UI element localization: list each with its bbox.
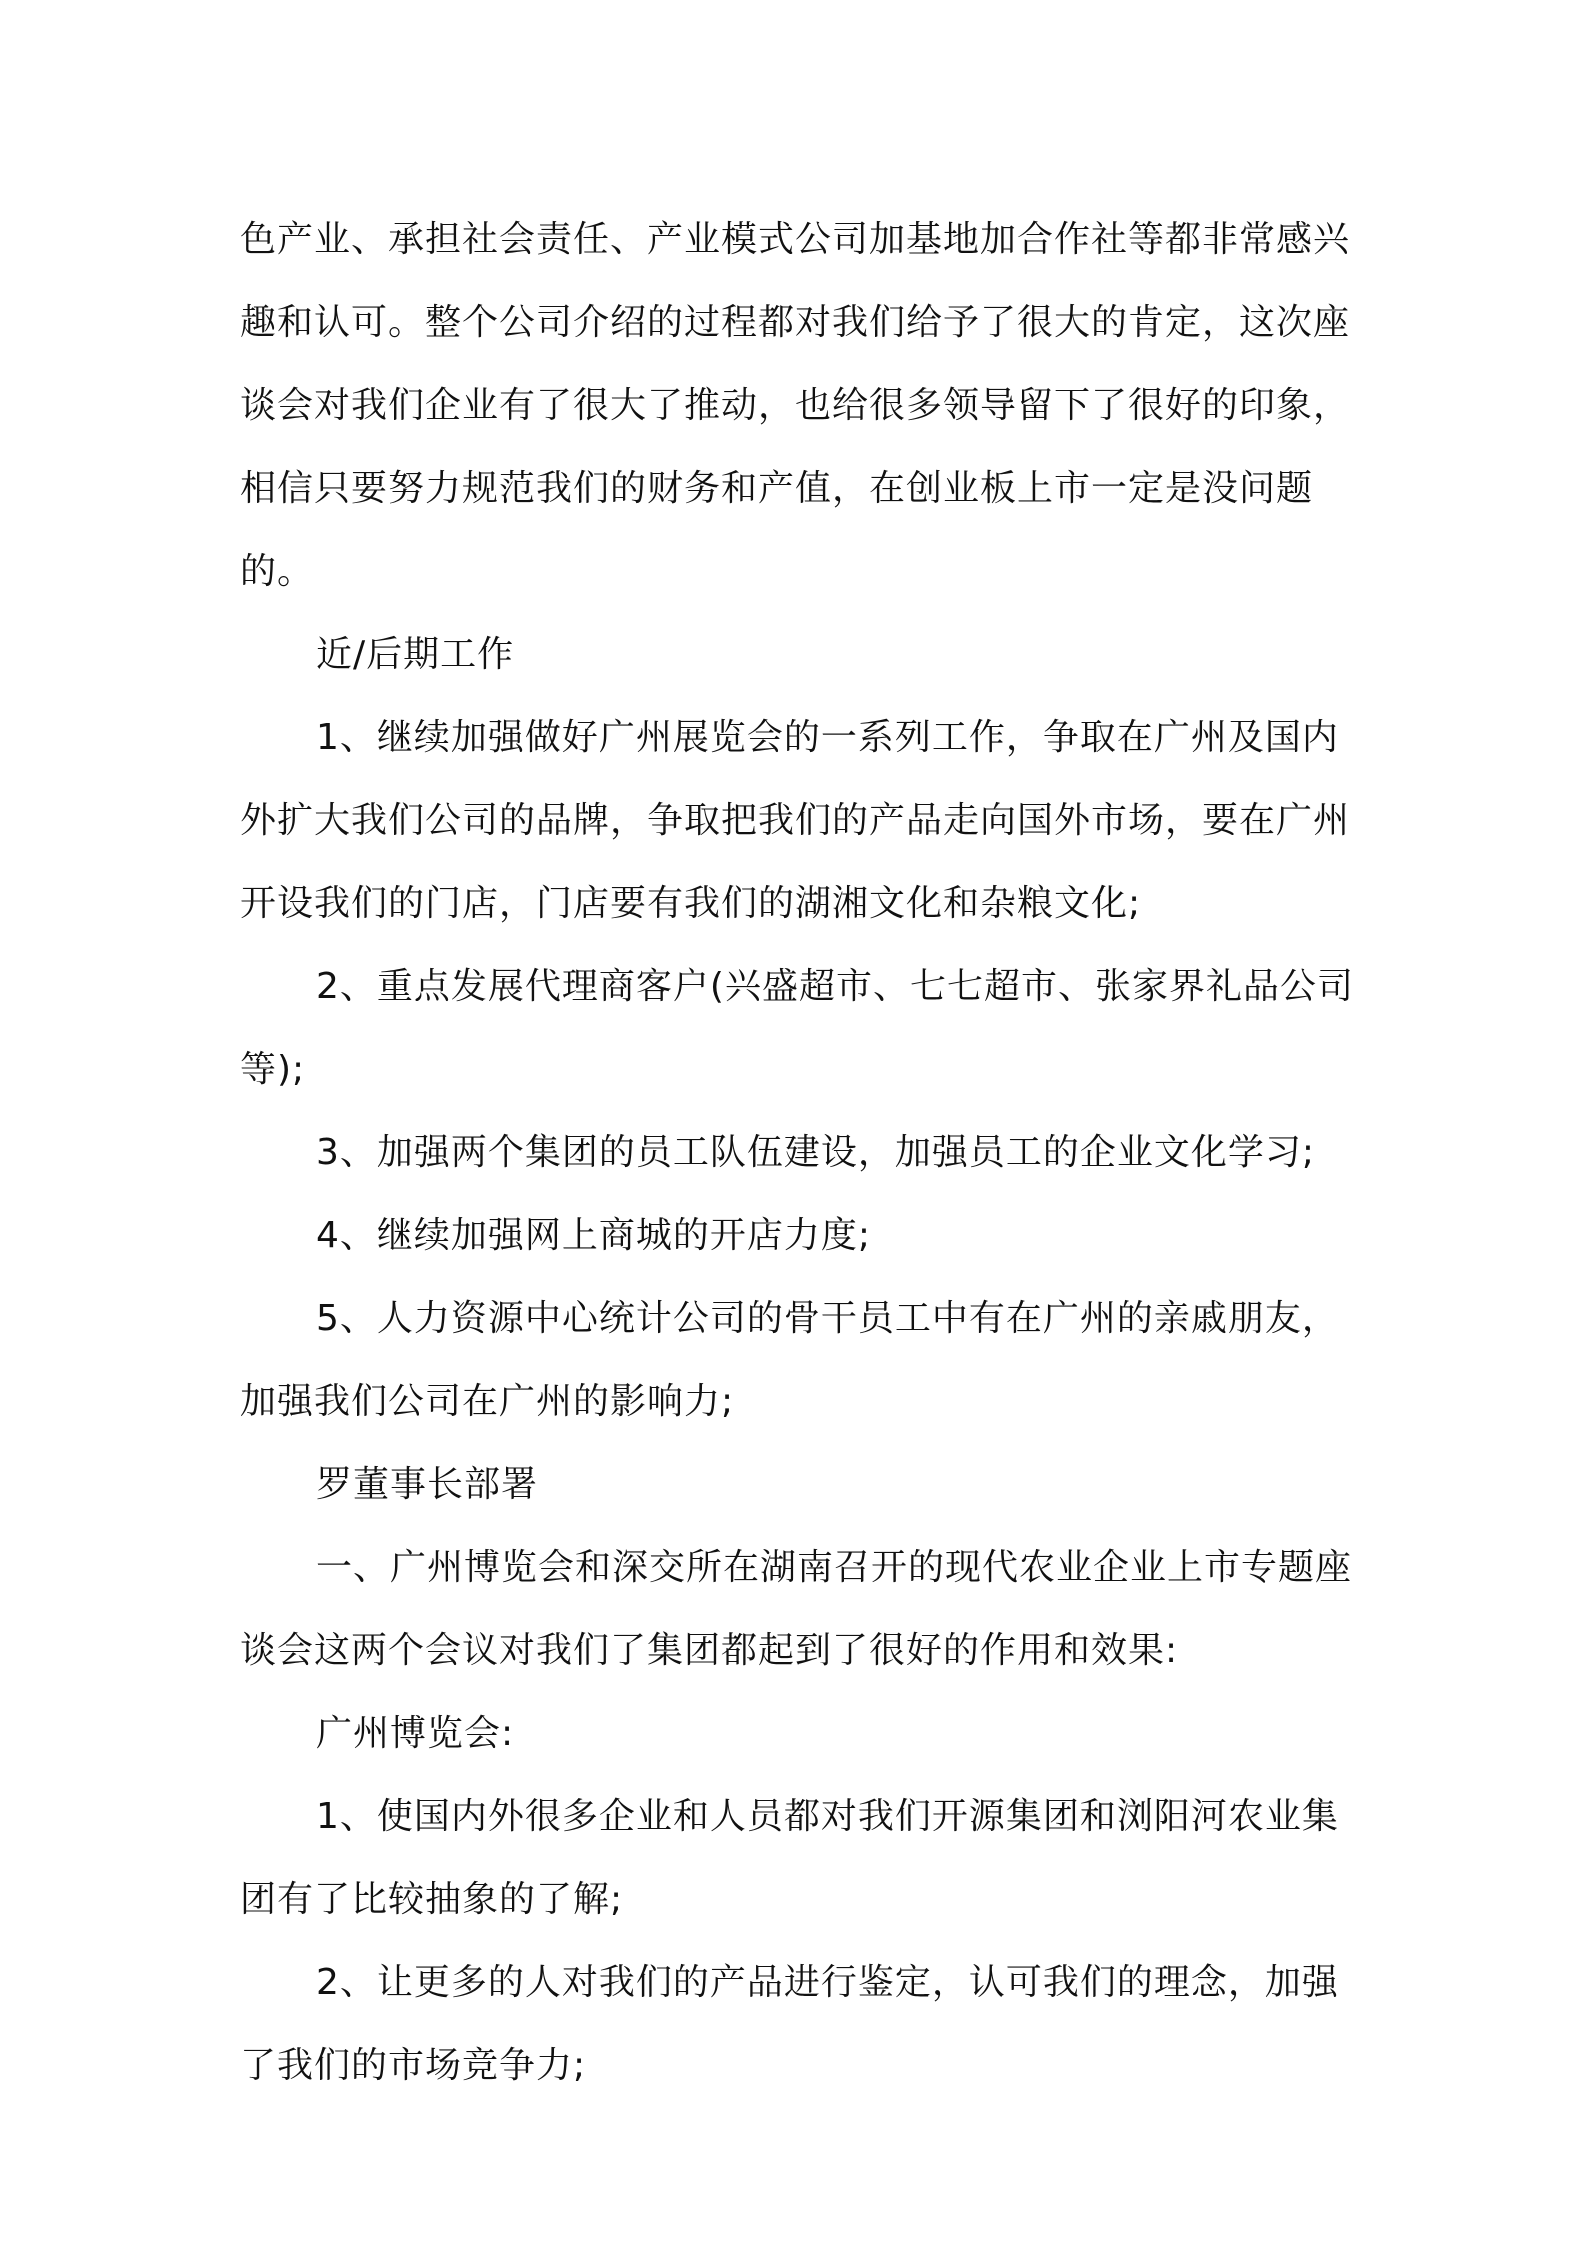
list-item: 4、继续加强网上商城的开店力度; xyxy=(316,1215,872,1256)
list-item: 2、让更多的人对我们的产品进行鉴定，认可我们的理念，加强了我们的市场竞争力; xyxy=(240,1962,1339,2086)
paragraph-intro-continuation: 色产业、承担社会责任、产业模式公司加基地加合作社等都非常感兴趣和认可。整个公司介绍的过程都对我们给予了很大的肯定，这次座谈会对我们企业有了很大了推动，也给很多领导留下了很好的印象，相信只要努力规范我们的财务和产值，在创业板上市一定是没问题的。 xyxy=(240,219,1351,592)
subheading-guangzhou-expo: 广州博览会: xyxy=(316,1713,515,1754)
document-body xyxy=(240,198,1360,2107)
section-heading-chairman: 罗董事长部署 xyxy=(316,1464,539,1505)
list-item: 5、人力资源中心统计公司的骨干员工中有在广州的亲戚朋友，加强我们公司在广州的影响力; xyxy=(240,1298,1339,1422)
list-item: 1、使国内外很多企业和人员都对我们开源集团和浏阳河农业集团有了比较抽象的了解; xyxy=(240,1796,1339,1920)
section-heading-recent-work: 近/后期工作 xyxy=(316,634,515,675)
list-item: 1、继续加强做好广州展览会的一系列工作，争取在广州及国内外扩大我们公司的品牌，争取把我们的产品走向国外市场，要在广州开设我们的门店，门店要有我们的湖湘文化和杂粮文化; xyxy=(240,717,1351,924)
chairman-point-1: 一、广州博览会和深交所在湖南召开的现代农业企业上市专题座谈会这两个会议对我们了集团都起到了很好的作用和效果: xyxy=(240,1547,1353,1671)
list-item: 3、加强两个集团的员工队伍建设，加强员工的企业文化学习; xyxy=(316,1132,1316,1173)
list-item: 2、重点发展代理商客户(兴盛超市、七七超市、张家界礼品公司等); xyxy=(240,966,1354,1090)
